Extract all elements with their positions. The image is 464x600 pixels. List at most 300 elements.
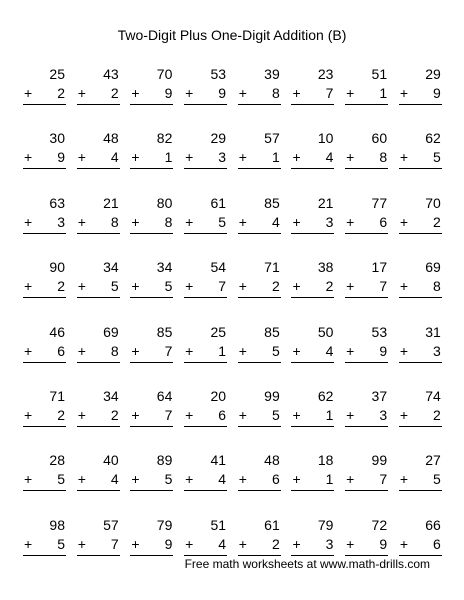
addition-problem: [345, 195, 387, 259]
addition-problem: [130, 324, 172, 388]
addend-top: 27: [425, 452, 441, 469]
addend-bottom: 4: [218, 471, 227, 488]
addend-top: 69: [103, 323, 119, 340]
addition-problem: [399, 517, 441, 581]
addition-problem: [77, 195, 119, 259]
addend-bottom: 6: [57, 342, 65, 359]
addend-top: 34: [103, 387, 119, 404]
addition-problem: [238, 259, 280, 323]
plus-sign: +: [346, 535, 355, 552]
plus-sign: +: [185, 213, 194, 230]
addend-bottom: 5: [271, 342, 280, 359]
answer-line: [291, 104, 334, 105]
plus-sign: +: [24, 149, 33, 166]
addend-top: 74: [425, 387, 441, 404]
addend-top: 98: [49, 516, 65, 533]
plus-sign: +: [399, 535, 408, 552]
addend-top: 30: [49, 130, 65, 147]
answer-line: [130, 555, 173, 556]
answer-line: [399, 104, 442, 105]
addition-problem: [345, 452, 387, 516]
addend-bottom: 4: [271, 213, 280, 230]
addend-top: 51: [210, 516, 227, 533]
answer-line: [77, 555, 120, 556]
addend-top: 10: [317, 130, 334, 147]
addend-bottom: 7: [164, 342, 173, 359]
addend-top: 62: [317, 387, 334, 404]
addend-top: 29: [210, 130, 227, 147]
addition-problem: [291, 130, 333, 194]
worksheet-title: Two-Digit Plus One-Digit Addition (B): [117, 27, 347, 43]
plus-sign: +: [77, 342, 86, 359]
plus-sign: +: [77, 278, 86, 295]
answer-line: [77, 297, 120, 298]
addition-problem: [23, 259, 65, 323]
footer-credit: Free math worksheets at www.math-drills.com: [184, 557, 430, 571]
addition-problem: [77, 452, 119, 516]
addend-bottom: 7: [379, 471, 388, 488]
addend-bottom: 8: [110, 342, 119, 359]
plus-sign: +: [77, 471, 86, 488]
answer-line: [345, 362, 388, 363]
addend-top: 57: [264, 130, 280, 147]
addend-top: 25: [210, 323, 227, 340]
plus-sign: +: [24, 278, 33, 295]
answer-line: [291, 490, 334, 491]
addition-problem: [238, 66, 280, 130]
addend-top: 79: [317, 516, 334, 533]
addend-bottom: 2: [57, 278, 65, 295]
answer-line: [77, 426, 120, 427]
addend-top: 99: [264, 387, 280, 404]
addend-bottom: 7: [379, 278, 388, 295]
addition-problem: [345, 388, 387, 452]
answer-line: [130, 168, 173, 169]
plus-sign: +: [292, 471, 301, 488]
addend-bottom: 9: [433, 85, 441, 101]
addend-bottom: 5: [164, 278, 173, 295]
answer-line: [399, 297, 442, 298]
plus-sign: +: [24, 85, 33, 101]
plus-sign: +: [185, 85, 194, 101]
answer-line: [77, 362, 120, 363]
plus-sign: +: [346, 471, 355, 488]
addend-bottom: 8: [379, 149, 388, 166]
plus-sign: +: [238, 149, 247, 166]
plus-sign: +: [292, 85, 301, 101]
answer-line: [23, 104, 66, 105]
plus-sign: +: [346, 278, 355, 295]
addition-problem: [184, 130, 226, 194]
addition-problem: [399, 130, 441, 194]
plus-sign: +: [346, 342, 355, 359]
addend-bottom: 3: [325, 213, 334, 230]
addend-top: 70: [156, 66, 173, 82]
addend-top: 51: [371, 66, 388, 82]
answer-line: [23, 362, 66, 363]
addend-bottom: 2: [271, 278, 280, 295]
plus-sign: +: [77, 406, 86, 423]
addition-problem: [130, 195, 172, 259]
addend-bottom: 3: [218, 149, 227, 166]
addition-problem: [291, 195, 333, 259]
answer-line: [291, 555, 334, 556]
plus-sign: +: [399, 406, 408, 423]
addition-problem: [23, 324, 65, 388]
addend-top: 85: [156, 323, 173, 340]
plus-sign: +: [292, 213, 301, 230]
plus-sign: +: [399, 278, 408, 295]
addition-problem: [130, 452, 172, 516]
addition-problem: [345, 324, 387, 388]
answer-line: [238, 426, 281, 427]
plus-sign: +: [77, 535, 86, 552]
plus-sign: +: [185, 535, 194, 552]
addend-bottom: 1: [271, 149, 280, 166]
plus-sign: +: [292, 535, 301, 552]
answer-line: [130, 297, 173, 298]
plus-sign: +: [77, 213, 86, 230]
addend-bottom: 3: [57, 213, 65, 230]
answer-line: [23, 490, 66, 491]
addend-top: 38: [317, 259, 334, 276]
addend-top: 77: [371, 194, 388, 211]
addition-problem: [238, 388, 280, 452]
addend-top: 31: [425, 323, 441, 340]
addition-problem: [238, 517, 280, 581]
plus-sign: +: [131, 149, 140, 166]
plus-sign: +: [185, 471, 194, 488]
addend-bottom: 9: [379, 342, 388, 359]
addend-bottom: 2: [110, 85, 119, 101]
addend-top: 23: [317, 66, 334, 82]
answer-line: [77, 233, 120, 234]
addition-problem: [291, 259, 333, 323]
addition-problem: [184, 388, 226, 452]
answer-line: [184, 426, 227, 427]
addend-top: 85: [264, 323, 280, 340]
addend-top: 48: [264, 452, 280, 469]
addition-problem: [130, 259, 172, 323]
addend-top: 25: [49, 66, 65, 82]
answer-line: [345, 297, 388, 298]
addend-bottom: 2: [433, 406, 441, 423]
addition-problem: [345, 66, 387, 130]
addend-bottom: 2: [325, 278, 334, 295]
addend-bottom: 6: [271, 471, 280, 488]
addition-problem: [399, 66, 441, 130]
plus-sign: +: [24, 342, 33, 359]
answer-line: [399, 168, 442, 169]
answer-line: [291, 297, 334, 298]
addend-top: 57: [103, 516, 119, 533]
addition-problem: [130, 130, 172, 194]
plus-sign: +: [185, 149, 194, 166]
answer-line: [184, 555, 227, 556]
addend-top: 79: [156, 516, 173, 533]
plus-sign: +: [399, 342, 408, 359]
answer-line: [399, 490, 442, 491]
addend-top: 17: [371, 259, 388, 276]
answer-line: [77, 104, 120, 105]
addend-top: 80: [156, 194, 173, 211]
plus-sign: +: [185, 278, 194, 295]
plus-sign: +: [185, 406, 194, 423]
plus-sign: +: [346, 213, 355, 230]
addition-problem: [238, 130, 280, 194]
addend-bottom: 4: [325, 342, 334, 359]
addend-bottom: 2: [57, 85, 65, 101]
answer-line: [291, 426, 334, 427]
addition-problem: [399, 259, 441, 323]
addend-bottom: 1: [379, 85, 388, 101]
plus-sign: +: [399, 471, 408, 488]
answer-line: [291, 233, 334, 234]
addition-problem: [23, 66, 65, 130]
addend-top: 63: [49, 194, 65, 211]
addend-top: 40: [103, 452, 119, 469]
plus-sign: +: [185, 342, 194, 359]
addition-problem: [184, 452, 226, 516]
addend-bottom: 4: [325, 149, 334, 166]
addend-bottom: 7: [164, 406, 173, 423]
addend-bottom: 8: [164, 213, 173, 230]
answer-line: [130, 104, 173, 105]
addition-problem: [77, 388, 119, 452]
answer-line: [345, 490, 388, 491]
answer-line: [345, 426, 388, 427]
answer-line: [291, 362, 334, 363]
addition-problem: [77, 130, 119, 194]
addend-bottom: 1: [325, 406, 334, 423]
addend-bottom: 6: [379, 213, 388, 230]
plus-sign: +: [24, 535, 33, 552]
addition-problem: [345, 517, 387, 581]
plus-sign: +: [131, 535, 140, 552]
addition-problem: [23, 452, 65, 516]
answer-line: [345, 168, 388, 169]
answer-line: [238, 490, 281, 491]
addend-bottom: 4: [110, 471, 119, 488]
addend-bottom: 2: [110, 406, 119, 423]
answer-line: [399, 555, 442, 556]
addition-problem: [184, 517, 226, 581]
addend-top: 20: [210, 387, 227, 404]
addend-bottom: 8: [271, 85, 280, 101]
addend-top: 39: [264, 66, 280, 82]
answer-line: [345, 555, 388, 556]
addend-top: 89: [156, 452, 173, 469]
addition-problem: [23, 517, 65, 581]
plus-sign: +: [77, 149, 86, 166]
addend-top: 37: [371, 387, 388, 404]
answer-line: [345, 233, 388, 234]
answer-line: [130, 490, 173, 491]
addend-bottom: 5: [433, 149, 441, 166]
plus-sign: +: [238, 342, 247, 359]
answer-line: [23, 233, 66, 234]
addend-top: 21: [317, 194, 334, 211]
addition-problem: [291, 517, 333, 581]
addition-problem: [345, 259, 387, 323]
plus-sign: +: [131, 85, 140, 101]
addend-top: 71: [49, 387, 65, 404]
addition-problem: [77, 517, 119, 581]
addend-top: 99: [371, 452, 388, 469]
addend-top: 53: [371, 323, 388, 340]
addend-bottom: 8: [433, 278, 441, 295]
addend-top: 61: [264, 516, 280, 533]
plus-sign: +: [346, 85, 355, 101]
addend-top: 85: [264, 194, 280, 211]
plus-sign: +: [131, 342, 140, 359]
addend-top: 90: [49, 259, 65, 276]
plus-sign: +: [238, 471, 247, 488]
addend-bottom: 4: [110, 149, 119, 166]
addend-top: 28: [49, 452, 65, 469]
answer-line: [291, 168, 334, 169]
answer-line: [23, 297, 66, 298]
plus-sign: +: [346, 406, 355, 423]
addend-top: 71: [264, 259, 280, 276]
answer-line: [130, 362, 173, 363]
plus-sign: +: [292, 278, 301, 295]
addend-top: 64: [156, 387, 173, 404]
answer-line: [238, 233, 281, 234]
answer-line: [184, 168, 227, 169]
addition-problem: [399, 195, 441, 259]
answer-line: [77, 168, 120, 169]
addition-problem: [77, 324, 119, 388]
addition-problem: [130, 517, 172, 581]
addend-bottom: 3: [433, 342, 441, 359]
plus-sign: +: [292, 342, 301, 359]
answer-line: [238, 362, 281, 363]
addend-bottom: 3: [325, 535, 334, 552]
addend-top: 46: [49, 323, 65, 340]
answer-line: [238, 297, 281, 298]
addend-bottom: 2: [57, 406, 65, 423]
addend-bottom: 5: [271, 406, 280, 423]
addend-bottom: 7: [110, 535, 119, 552]
addend-bottom: 8: [110, 213, 119, 230]
addend-top: 43: [103, 66, 119, 82]
plus-sign: +: [24, 406, 33, 423]
plus-sign: +: [238, 213, 247, 230]
answer-line: [238, 168, 281, 169]
plus-sign: +: [399, 149, 408, 166]
addition-problem: [399, 452, 441, 516]
plus-sign: +: [399, 85, 408, 101]
addend-top: 50: [317, 323, 334, 340]
addend-bottom: 5: [110, 278, 119, 295]
plus-sign: +: [131, 471, 140, 488]
addition-problem: [399, 388, 441, 452]
addition-problem: [130, 66, 172, 130]
answer-line: [184, 233, 227, 234]
answer-line: [238, 555, 281, 556]
addend-bottom: 7: [325, 85, 334, 101]
addition-problem: [130, 388, 172, 452]
plus-sign: +: [238, 535, 247, 552]
addend-bottom: 9: [57, 149, 65, 166]
addend-top: 66: [425, 516, 441, 533]
addition-problem: [291, 66, 333, 130]
plus-sign: +: [24, 213, 33, 230]
addend-bottom: 2: [271, 535, 280, 552]
answer-line: [23, 555, 66, 556]
addition-problem: [184, 259, 226, 323]
addend-bottom: 9: [379, 535, 388, 552]
plus-sign: +: [77, 85, 86, 101]
addition-problem: [23, 195, 65, 259]
addend-bottom: 6: [433, 535, 441, 552]
addend-bottom: 1: [325, 471, 334, 488]
addend-bottom: 4: [218, 535, 227, 552]
addition-problem: [238, 452, 280, 516]
addend-top: 29: [425, 66, 441, 82]
addend-top: 72: [371, 516, 388, 533]
answer-line: [184, 490, 227, 491]
addition-problem: [77, 259, 119, 323]
addition-problem: [291, 388, 333, 452]
answer-line: [399, 426, 442, 427]
answer-line: [130, 233, 173, 234]
answer-line: [23, 168, 66, 169]
addend-top: 48: [103, 130, 119, 147]
addend-bottom: 9: [164, 535, 173, 552]
plus-sign: +: [24, 471, 33, 488]
answer-line: [23, 426, 66, 427]
addend-top: 62: [425, 130, 441, 147]
addend-top: 70: [425, 194, 441, 211]
plus-sign: +: [131, 213, 140, 230]
addition-problem: [291, 324, 333, 388]
addend-bottom: 6: [218, 406, 227, 423]
addition-problem: [238, 195, 280, 259]
addition-problem: [77, 66, 119, 130]
addition-problem: [291, 452, 333, 516]
addend-top: 21: [103, 194, 119, 211]
addition-problem: [184, 324, 226, 388]
addend-bottom: 1: [164, 149, 173, 166]
addend-top: 18: [317, 452, 334, 469]
addend-bottom: 9: [218, 85, 227, 101]
addend-bottom: 9: [164, 85, 173, 101]
addend-bottom: 5: [433, 471, 441, 488]
addition-problem: [345, 130, 387, 194]
answer-line: [238, 104, 281, 105]
addend-top: 54: [210, 259, 227, 276]
plus-sign: +: [399, 213, 408, 230]
addend-top: 34: [156, 259, 173, 276]
plus-sign: +: [238, 278, 247, 295]
addend-top: 82: [156, 130, 173, 147]
addend-bottom: 5: [57, 471, 65, 488]
addition-problem: [23, 130, 65, 194]
addend-bottom: 5: [218, 213, 227, 230]
addition-problem: [238, 324, 280, 388]
addend-bottom: 1: [218, 342, 227, 359]
answer-line: [345, 104, 388, 105]
addend-bottom: 5: [57, 535, 65, 552]
addend-bottom: 2: [433, 213, 441, 230]
answer-line: [184, 104, 227, 105]
addend-bottom: 7: [218, 278, 227, 295]
addition-problem: [184, 66, 226, 130]
answer-line: [399, 362, 442, 363]
addition-problem: [184, 195, 226, 259]
